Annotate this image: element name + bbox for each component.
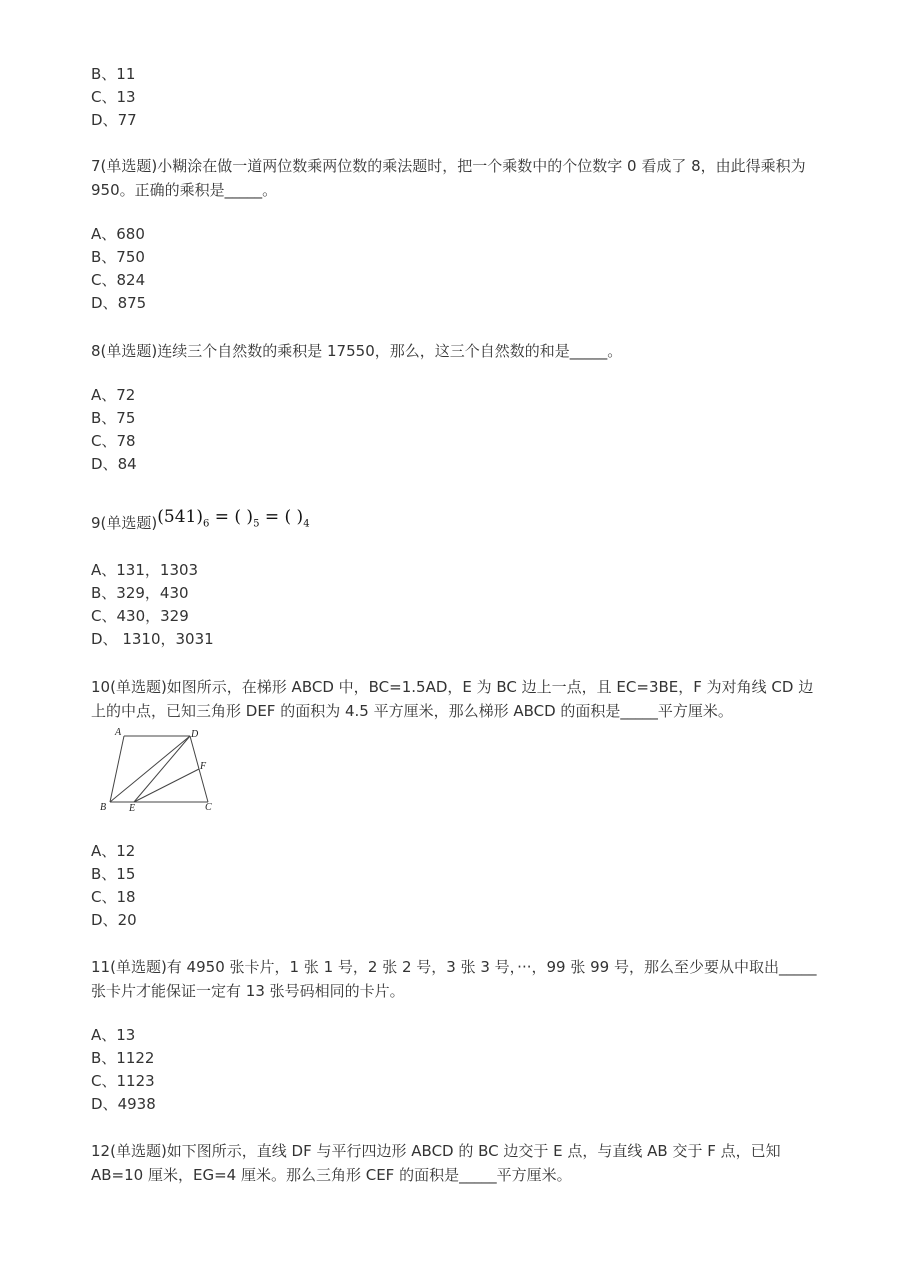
q10-option-b[interactable]: B、15 (91, 865, 136, 883)
q11-option-c[interactable]: C、1123 (91, 1072, 155, 1090)
q9-option-d[interactable]: D、 1310，3031 (91, 630, 214, 648)
q10-option-c[interactable]: C、18 (91, 888, 136, 906)
label-d: D (191, 729, 199, 740)
q9-stem: 9(单选题)$(541)_6$ = ( )$_5$ = ( )$_4$ (91, 507, 310, 532)
q6-option-d[interactable]: D、77 (91, 111, 137, 129)
q12-stem: 12(单选题)如下图所示，直线 DF 与平行四边形 ABCD 的 BC 边交于 E 点，与直线 AB 交于 F 点，已知 AB=10 厘米，EG=4 厘米。那么三角形 CEF 的面积是_____平方厘米。 (91, 1142, 781, 1184)
q10-stem: 10(单选题)如图所示，在梯形 ABCD 中，BC=1.5AD，E 为 BC 边上一点，且 EC=3BE，F 为对角线 CD 边上的中点，已知三角形 DEF 的面积为 4.5 平方厘米，那么梯形 ABCD 的面积是_____平方厘米。 (91, 678, 814, 720)
label-b: B (100, 802, 107, 813)
q11-option-b[interactable]: B、1122 (91, 1049, 155, 1067)
q9-option-b[interactable]: B、329，430 (91, 584, 189, 602)
trapezoid-figure (96, 726, 220, 814)
label-c: C (205, 802, 212, 813)
q6-option-b[interactable]: B、11 (91, 65, 136, 83)
q7-option-d[interactable]: D、875 (91, 294, 147, 312)
q10-option-d[interactable]: D、20 (91, 911, 137, 929)
q9-formula: $(541)_6$ = ( )$_5$ = ( )$_4$ (157, 507, 310, 530)
q7-option-c[interactable]: C、824 (91, 271, 146, 289)
label-e: E (129, 803, 136, 814)
q6-option-c[interactable]: C、13 (91, 88, 136, 106)
q7-option-b[interactable]: B、750 (91, 248, 145, 266)
q11-option-d[interactable]: D、4938 (91, 1095, 156, 1113)
q9-option-c[interactable]: C、430，329 (91, 607, 189, 625)
q7-option-a[interactable]: A、680 (91, 225, 145, 243)
q7-stem: 7(单选题)小糊涂在做一道两位数乘两位数的乘法题时，把一个乘数中的个位数字 0 看成了 8，由此得乘积为 950。正确的乘积是_____。 (91, 157, 806, 199)
q8-stem: 8(单选题)连续三个自然数的乘积是 17550，那么，这三个自然数的和是_____。 (91, 342, 623, 360)
label-f: F (200, 761, 207, 772)
q8-option-a[interactable]: A、72 (91, 386, 136, 404)
label-a: A (115, 727, 122, 738)
q8-option-b[interactable]: B、75 (91, 409, 136, 427)
q11-stem: 11(单选题)有 4950 张卡片，1 张 1 号，2 张 2 号，3 张 3 号，···，99 张 99 号，那么至少要从中取出_____张卡片才能保证一定有 13 张号码相同的卡片。 (91, 958, 817, 1000)
q11-option-a[interactable]: A、13 (91, 1026, 136, 1044)
q9-option-a[interactable]: A、131，1303 (91, 561, 199, 579)
q8-option-c[interactable]: C、78 (91, 432, 136, 450)
q8-option-d[interactable]: D、84 (91, 455, 137, 473)
q10-option-a[interactable]: A、12 (91, 842, 136, 860)
